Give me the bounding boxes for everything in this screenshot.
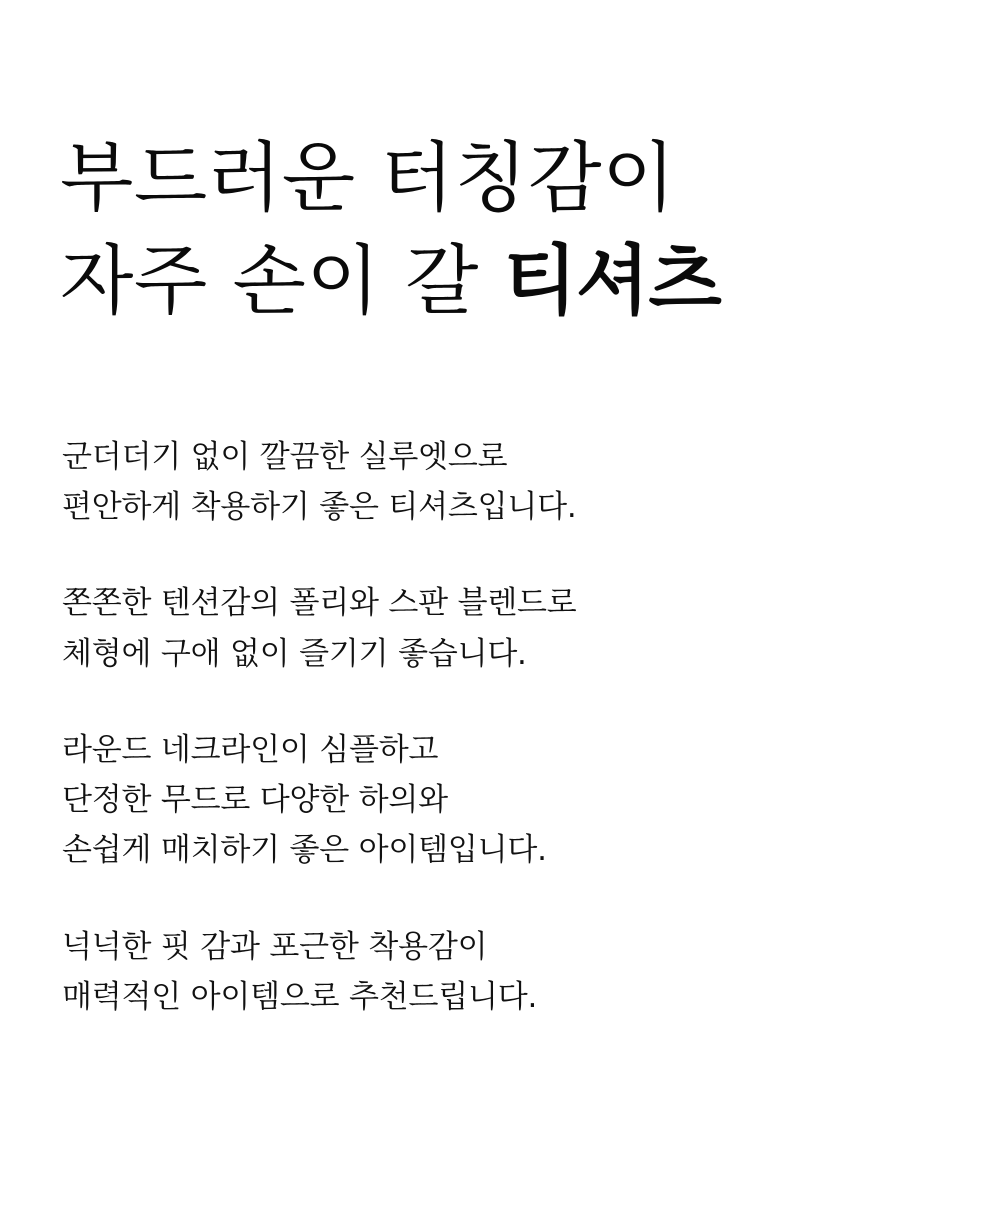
paragraph-line: 단정한 무드로 다양한 하의와 <box>62 782 448 819</box>
paragraph-line: 매력적인 아이템으로 추천드립니다. <box>62 978 538 1015</box>
paragraph-line: 편안하게 착용하기 좋은 티셔츠입니다. <box>62 489 577 526</box>
headline-accent-word: 티셔츠 <box>503 236 721 326</box>
paragraph-line: 군더더기 없이 깔끔한 실루엣으로 <box>62 439 508 475</box>
description-paragraph <box>62 578 942 678</box>
description-paragraph <box>62 922 942 1022</box>
paragraph-line: 체형에 구애 없이 즐기기 좋습니다. <box>62 635 527 672</box>
description-paragraph <box>62 432 942 532</box>
headline-line-2-prefix: 자주 손이 갈 <box>60 236 504 326</box>
headline-line-2 <box>60 229 940 332</box>
paragraph-line: 라운드 네크라인이 심플하고 <box>62 731 439 768</box>
headline-line-1: 부드러운 터칭감이 <box>60 133 676 222</box>
paragraph-line: 쫀쫀한 텐션감의 폴리와 스판 블렌드로 <box>62 585 577 622</box>
description-paragraph <box>62 725 942 876</box>
paragraph-line: 넉넉한 핏 감과 포근한 착용감이 <box>62 928 488 965</box>
paragraph-line: 손쉽게 매치하기 좋은 아이템입니다. <box>62 832 547 869</box>
description-body <box>62 432 942 1022</box>
page-headline <box>60 126 940 333</box>
